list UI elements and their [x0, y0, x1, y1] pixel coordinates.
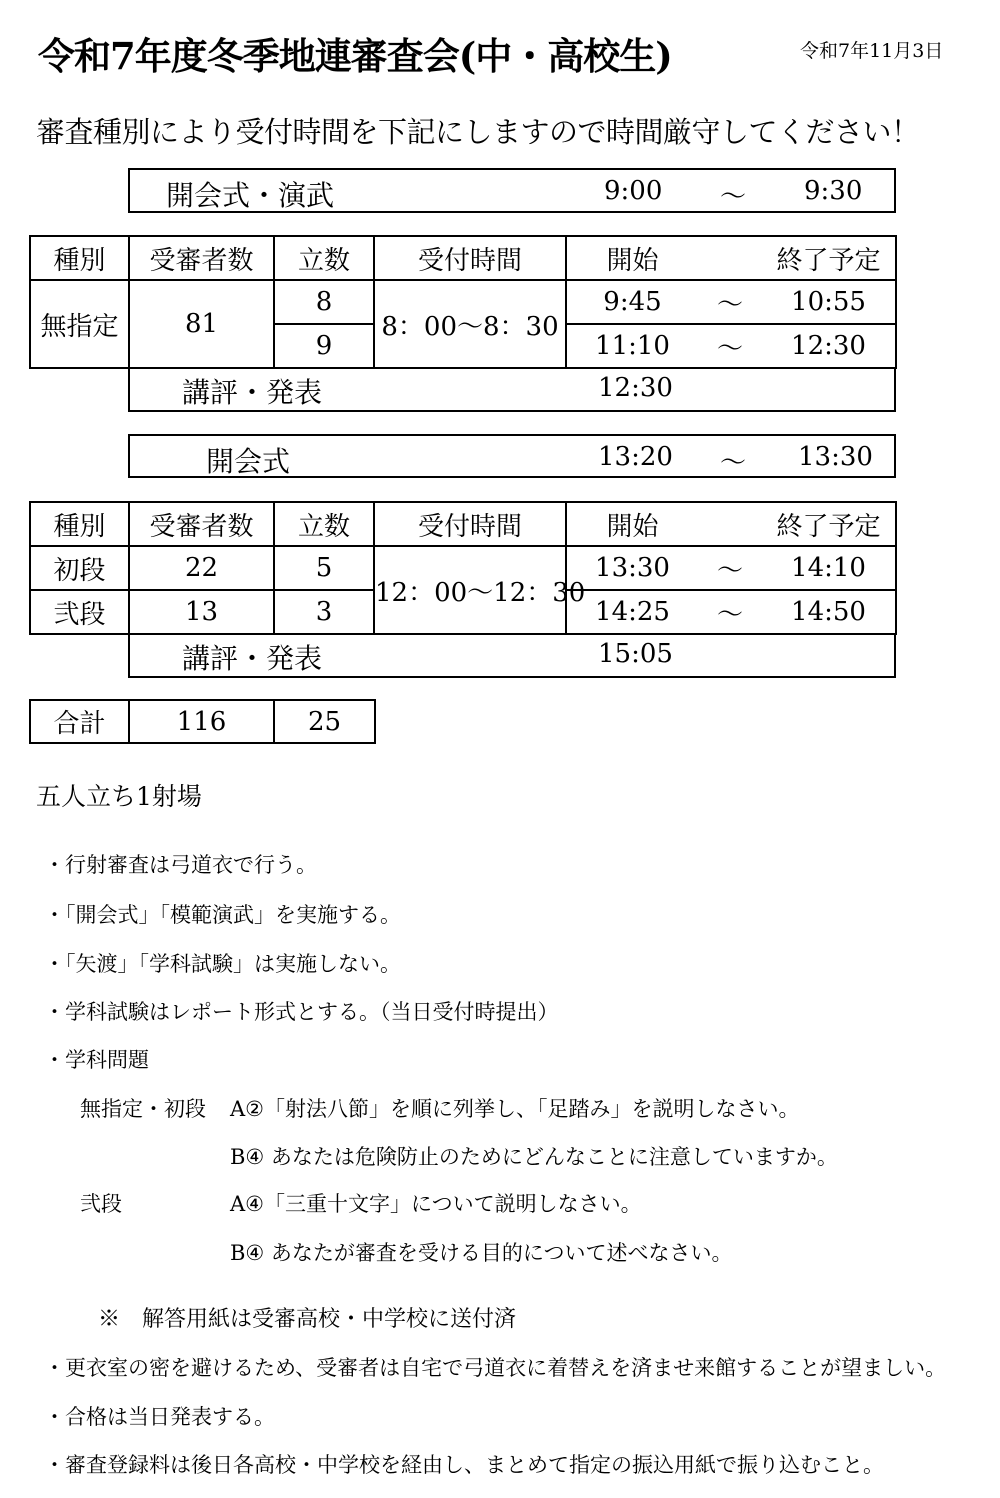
category-cell: 弐段 [30, 590, 129, 634]
afternoon-opening-tilde: ～ [720, 448, 747, 478]
afternoon-opening-start: 13:20 [598, 442, 673, 472]
tilde-cell: ～ [698, 280, 762, 324]
afternoon-review-label: 講評・発表 [182, 642, 323, 675]
table-header-row [30, 236, 896, 280]
header-category: 種別 [30, 502, 129, 546]
footer-note: ・合格は当日発表する。 [44, 1405, 275, 1429]
morning-opening-tilde: ～ [720, 182, 747, 212]
header-examinees: 受審者数 [129, 502, 274, 546]
reception-cell: 12：00～12：30 [374, 546, 566, 634]
question-item: A②「射法八節」を順に列挙し、「足踏み」を説明しなさい。 [230, 1097, 800, 1121]
question-item: B④ あなたは危険防止のためにどんなことに注意していますか。 [230, 1145, 838, 1169]
morning-opening-end: 9:30 [804, 176, 863, 206]
morning-opening-start: 9:00 [604, 176, 663, 206]
header-start: 開始 [566, 236, 698, 280]
header-start: 開始 [566, 502, 698, 546]
page-title: 令和7年度冬季地連審査会(中・高校生) [38, 34, 672, 78]
morning-opening-bar [128, 168, 896, 213]
category-cell: 無指定 [30, 280, 129, 368]
header-reception: 受付時間 [374, 236, 566, 280]
header-spacer [698, 236, 762, 280]
tilde-cell: ～ [698, 546, 762, 590]
morning-schedule-table [29, 235, 897, 369]
table-header-row [30, 502, 896, 546]
morning-review-bar [128, 367, 896, 412]
header-category: 種別 [30, 236, 129, 280]
morning-review-label: 講評・発表 [182, 376, 323, 409]
header-reception: 受付時間 [374, 502, 566, 546]
tachi-cell: 3 [274, 590, 374, 634]
question-item: A④「三重十文字」について説明しなさい。 [230, 1192, 642, 1216]
afternoon-review-bar [128, 633, 896, 678]
footer-note: ・審査登録料は後日各高校・中学校を経由し、まとめて指定の振込用紙で振り込むこと。 [44, 1453, 884, 1477]
afternoon-opening-label: 開会式 [206, 445, 291, 478]
document-date: 令和7年11月3日 [800, 40, 944, 62]
reception-cell: 8：00～8：30 [374, 280, 566, 368]
afternoon-opening-bar [128, 434, 896, 478]
header-tachi: 立数 [274, 502, 374, 546]
header-spacer [698, 502, 762, 546]
end-cell: 14:50 [762, 590, 896, 634]
afternoon-schedule-table [29, 501, 897, 635]
total-row [30, 700, 375, 743]
tachi-cell: 5 [274, 546, 374, 590]
header-end: 終了予定 [762, 502, 896, 546]
end-cell: 10:55 [762, 280, 896, 324]
reception-notice: 審査種別により受付時間を下記にしますので時間厳守してください！ [36, 115, 920, 149]
afternoon-review-time: 15:05 [598, 639, 673, 669]
tilde-cell: ～ [698, 324, 762, 368]
total-examinees: 116 [129, 700, 274, 743]
header-end: 終了予定 [762, 236, 896, 280]
examinees-cell: 81 [129, 280, 274, 368]
morning-opening-label: 開会式・演武 [166, 179, 335, 212]
note-item: ・「開会式」「模範演武」を実施する。 [44, 903, 401, 927]
start-cell: 13:30 [566, 546, 698, 590]
end-cell: 14:10 [762, 546, 896, 590]
note-item: ・行射審査は弓道衣で行う。 [44, 853, 317, 877]
total-tachi: 25 [274, 700, 375, 743]
start-cell: 11:10 [566, 324, 698, 368]
header-tachi: 立数 [274, 236, 374, 280]
category-cell: 初段 [30, 546, 129, 590]
section-title: 五人立ち1射場 [36, 782, 202, 811]
note-item: ・学科問題 [44, 1048, 149, 1072]
question-level: 弐段 [80, 1192, 122, 1216]
afternoon-opening-end: 13:30 [798, 442, 873, 472]
note-item: ・「矢渡」「学科試験」は実施しない。 [44, 952, 401, 976]
tachi-cell: 8 [274, 280, 374, 324]
answer-sheet-note: ※ 解答用紙は受審高校・中学校に送付済 [98, 1307, 517, 1332]
total-label: 合計 [30, 700, 129, 743]
header-examinees: 受審者数 [129, 236, 274, 280]
note-item: ・学科試験はレポート形式とする。（当日受付時提出） [44, 1000, 559, 1024]
total-table [29, 699, 376, 744]
end-cell: 12:30 [762, 324, 896, 368]
tilde-cell: ～ [698, 590, 762, 634]
table-row [30, 546, 896, 590]
morning-review-time: 12:30 [598, 373, 673, 403]
start-cell: 9:45 [566, 280, 698, 324]
start-cell: 14:25 [566, 590, 698, 634]
examinees-cell: 22 [129, 546, 274, 590]
table-row [30, 280, 896, 324]
question-item: B④ あなたが審査を受ける目的について述べなさい。 [230, 1241, 733, 1265]
examinees-cell: 13 [129, 590, 274, 634]
question-level: 無指定・初段 [80, 1097, 206, 1121]
footer-note: ・更衣室の密を避けるため、受審者は自宅で弓道衣に着替えを済ませ来館することが望ましい。 [44, 1356, 947, 1380]
tachi-cell: 9 [274, 324, 374, 368]
